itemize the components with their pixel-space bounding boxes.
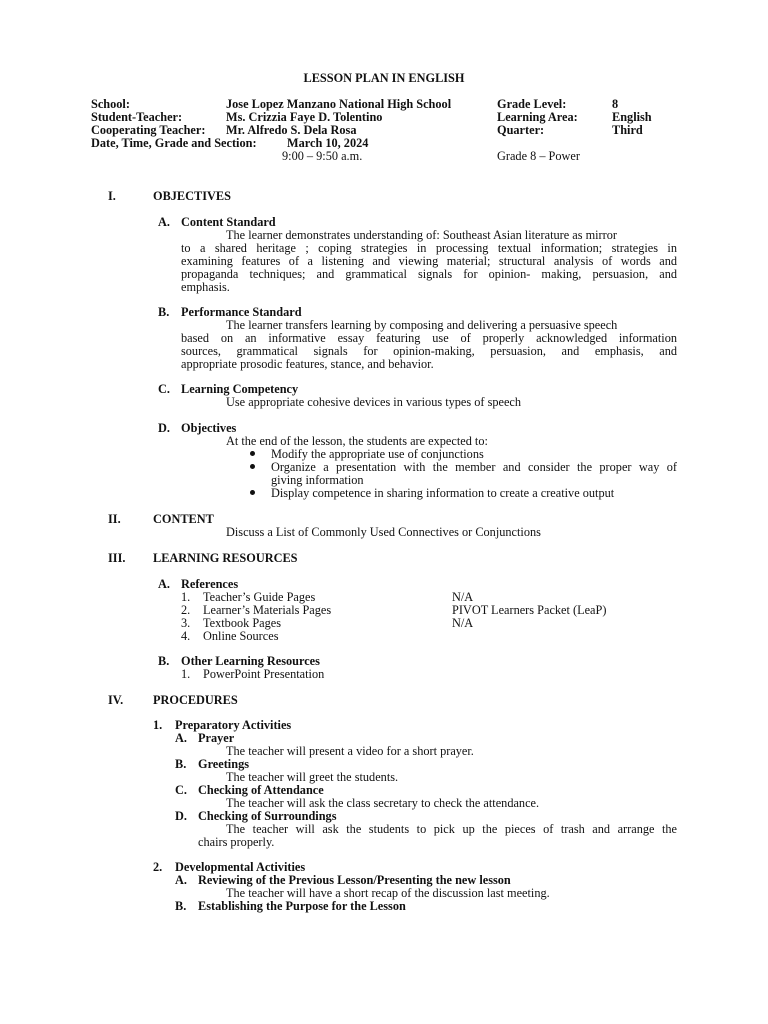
attendance-text: The teacher will ask the class secretary to check the attendance.: [226, 796, 540, 810]
quarter-label: Quarter:: [497, 123, 545, 137]
reference-number: 3.: [181, 616, 191, 630]
objective-item: Modify the appropriate use of conjunctions: [271, 447, 484, 461]
grade-level-value: 8: [612, 97, 619, 111]
date-value: March 10, 2024: [287, 136, 369, 150]
subsection-letter: C.: [158, 382, 170, 396]
subsection-letter: A.: [158, 215, 170, 229]
subsection-letter: B.: [158, 305, 170, 319]
objectives-intro: At the end of the lesson, the students are expected to:: [226, 434, 488, 448]
section-number: II.: [108, 512, 121, 526]
cooperating-teacher-value: Mr. Alfredo S. Dela Rosa: [226, 123, 357, 137]
content-standard-heading: Content Standard: [181, 215, 276, 229]
learning-competency-heading: Learning Competency: [181, 382, 299, 396]
subsection-letter: C.: [175, 783, 187, 797]
other-resources-heading: Other Learning Resources: [181, 654, 320, 668]
learning-competency-text: Use appropriate cohesive devices in various types of speech: [226, 395, 522, 409]
time-value: 9:00 – 9:50 a.m.: [282, 149, 363, 163]
references-heading: References: [181, 577, 239, 591]
bullet-icon: [250, 464, 255, 469]
paragraph-line: to a shared heritage ; coping strategies in processing textual information; strategies in: [181, 241, 677, 255]
bullet-icon: [250, 490, 255, 495]
section-number: I.: [108, 189, 116, 203]
resource-number: 1.: [181, 667, 191, 681]
reference-value: PIVOT Learners Packet (LeaP): [452, 603, 607, 617]
reference-value: N/A: [452, 590, 474, 604]
subsection-letter: B.: [175, 757, 187, 771]
learning-area-value: English: [612, 110, 652, 124]
subsection-letter: A.: [158, 577, 170, 591]
purpose-heading: Establishing the Purpose for the Lesson: [198, 899, 406, 913]
review-heading: Reviewing of the Previous Lesson/Presenting the new lesson: [198, 873, 511, 887]
date-label: Date, Time, Grade and Section:: [91, 136, 257, 150]
developmental-activities-heading: Developmental Activities: [175, 860, 306, 874]
paragraph-line: examining features of a listening and viewing material; structural analysis of words and: [181, 254, 677, 268]
review-text: The teacher will have a short recap of the discussion last meeting.: [226, 886, 550, 900]
section-value: Grade 8 – Power: [497, 149, 580, 163]
reference-label: Textbook Pages: [203, 616, 282, 630]
surroundings-text: The teacher will ask the students to pick up the pieces of trash and arrange the: [226, 822, 677, 836]
paragraph-line: based on an informative essay featuring use of properly acknowledged information: [181, 331, 677, 345]
activity-number: 1.: [153, 718, 163, 732]
section-heading-procedures: PROCEDURES: [153, 693, 238, 707]
cooperating-teacher-label: Cooperating Teacher:: [91, 123, 206, 137]
objective-item: Organize a presentation with the member and consider the proper way of: [271, 460, 677, 474]
attendance-heading: Checking of Attendance: [198, 783, 324, 797]
objective-item-continued: giving information: [271, 473, 364, 487]
school-label: School:: [91, 97, 130, 111]
paragraph-line: The learner demonstrates understanding of: Southeast Asian literature as mirror: [226, 228, 617, 242]
surroundings-text-continued: chairs properly.: [198, 835, 275, 849]
paragraph-line: sources, grammatical signals for opinion-making, persuasion, and emphasis, and: [181, 344, 677, 358]
subsection-letter: B.: [158, 654, 170, 668]
student-teacher-value: Ms. Crizzia Faye D. Tolentino: [226, 110, 383, 124]
grade-level-label: Grade Level:: [497, 97, 567, 111]
reference-number: 1.: [181, 590, 191, 604]
subsection-letter: D.: [158, 421, 170, 435]
paragraph-line: The learner transfers learning by composing and delivering a persuasive speech: [226, 318, 618, 332]
prayer-text: The teacher will present a video for a short prayer.: [226, 744, 474, 758]
resource-item: PowerPoint Presentation: [203, 667, 325, 681]
prayer-heading: Prayer: [198, 731, 235, 745]
subsection-letter: D.: [175, 809, 187, 823]
reference-number: 2.: [181, 603, 191, 617]
reference-value: N/A: [452, 616, 474, 630]
greetings-text: The teacher will greet the students.: [226, 770, 399, 784]
surroundings-heading: Checking of Surroundings: [198, 809, 337, 823]
school-value: Jose Lopez Manzano National High School: [226, 97, 452, 111]
learning-area-label: Learning Area:: [497, 110, 578, 124]
greetings-heading: Greetings: [198, 757, 250, 771]
reference-label: Learner’s Materials Pages: [203, 603, 332, 617]
section-heading-content: CONTENT: [153, 512, 214, 526]
paragraph-line: appropriate prosodic features, stance, and behavior.: [181, 357, 434, 371]
subsection-letter: A.: [175, 731, 187, 745]
section-heading-learning-resources: LEARNING RESOURCES: [153, 551, 298, 565]
reference-number: 4.: [181, 629, 191, 643]
paragraph-line: emphasis.: [181, 280, 230, 294]
section-heading-objectives: OBJECTIVES: [153, 189, 231, 203]
reference-label: Teacher’s Guide Pages: [203, 590, 316, 604]
section-number: III.: [108, 551, 126, 565]
student-teacher-label: Student-Teacher:: [91, 110, 183, 124]
objective-item: Display competence in sharing information to create a creative output: [271, 486, 615, 500]
reference-label: Online Sources: [203, 629, 279, 643]
objectives-heading: Objectives: [181, 421, 237, 435]
quarter-value: Third: [612, 123, 643, 137]
bullet-icon: [250, 451, 255, 456]
paragraph-line: propaganda techniques; and grammatical signals for opinion- making, persuasion, and: [181, 267, 677, 281]
activity-number: 2.: [153, 860, 163, 874]
document-title: LESSON PLAN IN ENGLISH: [303, 71, 465, 85]
subsection-letter: B.: [175, 899, 187, 913]
section-number: IV.: [108, 693, 124, 707]
subsection-letter: A.: [175, 873, 187, 887]
performance-standard-heading: Performance Standard: [181, 305, 302, 319]
preparatory-activities-heading: Preparatory Activities: [175, 718, 292, 732]
content-text: Discuss a List of Commonly Used Connectives or Conjunctions: [226, 525, 541, 539]
